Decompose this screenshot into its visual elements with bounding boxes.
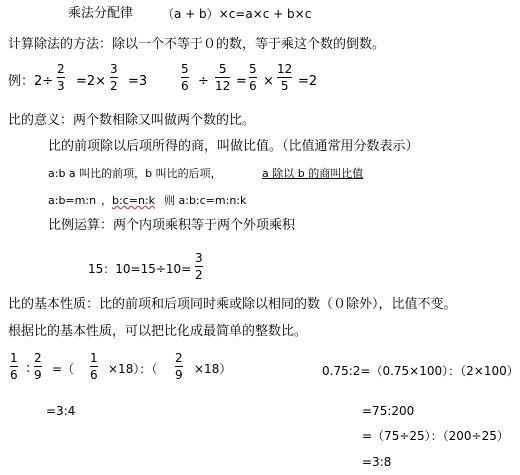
fraction-denominator: 9 [34, 368, 42, 382]
example-times: × [263, 74, 274, 89]
fraction-numerator: 1 [90, 351, 98, 365]
fraction-1-6b [90, 352, 98, 381]
ratio-chain-result: 则 a:b:c=m:n:k [164, 194, 247, 207]
example-prefix: 例：2÷ [8, 74, 54, 89]
ratio-ab-text: a:b a 叫比的前项，b 叫比的后项， [48, 167, 222, 180]
distributive-law-label: 乘法分配律 [68, 6, 134, 21]
fraction-3-2 [110, 63, 118, 92]
fraction-numerator: 2 [57, 62, 65, 76]
fraction-numerator: 1 [10, 351, 18, 365]
fraction-denominator: 3 [57, 79, 65, 93]
proportion-example-expr: 15：10=15÷10= [88, 262, 192, 276]
fraction-5-6b [249, 63, 257, 92]
division-method-text: 计算除法的方法：除以一个不等于０的数，等于乘这个数的倒数。 [8, 37, 386, 52]
fraction-denominator: 6 [181, 79, 189, 93]
ratio-chain-bc: b:c=n:k [112, 194, 156, 207]
fraction-numerator: 2 [34, 351, 42, 365]
fraction-2-9 [34, 352, 42, 381]
ratio-ab-quotient-text: a 除以 b 的商叫比值 [262, 167, 364, 180]
fraction-denominator: 5 [280, 79, 289, 93]
fraction-5-12 [215, 63, 230, 92]
example-end1: =3 [128, 74, 148, 89]
fraction-denominator: 2 [195, 268, 203, 282]
fraction-denominator: 6 [249, 79, 257, 93]
fraction-2-9b [175, 352, 183, 381]
simplify-left-result: =3:4 [46, 404, 76, 418]
ratio-chain-sep: ， [101, 194, 112, 207]
fraction-numerator: 3 [110, 62, 118, 76]
fraction-numerator: 5 [181, 62, 189, 76]
simplify-right-line3: =（75÷25）：（200÷25） [362, 429, 509, 443]
ratio-value-text: 比的前项除以后项所得的商，叫做比值。（比值通常用分数表示） [48, 139, 419, 154]
simplify-text: 根据比的基本性质，可以把比化成最简单的整数比。 [8, 324, 308, 339]
simplify-colon: : [26, 361, 31, 376]
simplify-x18b: ×18） [194, 362, 232, 376]
simplify-x18a: ×18）：（ [108, 362, 158, 376]
ratio-chain-ab: a:b=m:n [48, 194, 97, 207]
fraction-1-6 [10, 352, 18, 381]
distributive-law-formula: （a + b）×c=a×c + b×c [162, 7, 312, 21]
simplify-right-line2: =75:200 [362, 404, 415, 418]
basic-property-text: 比的基本性质：比的前项和后项同时乘或除以相同的数（０除外），比值不变。 [8, 297, 457, 312]
fraction-12-5 [277, 63, 292, 92]
fraction-denominator: 2 [110, 79, 118, 93]
fraction-denominator: 6 [10, 368, 18, 382]
simplify-right-line4: =3:8 [362, 455, 392, 469]
fraction-numerator: 2 [175, 351, 183, 365]
fraction-denominator: 12 [215, 79, 231, 93]
example-div: ÷ [198, 74, 209, 89]
proportion-text: 比例运算：两个内项乘积等于两个外项乘积 [48, 218, 296, 233]
simplify-right-line1: 0.75:2=（0.75×100）：（2×100） [322, 364, 519, 378]
example-end2: =2 [298, 74, 318, 89]
simplify-eq-open: =（ [52, 362, 75, 376]
fraction-numerator: 3 [195, 251, 203, 265]
fraction-numerator: 5 [249, 62, 257, 76]
example-mid: =2× [76, 74, 107, 89]
ratio-meaning-text: 比的意义：两个数相除又叫做两个数的比。 [8, 113, 256, 128]
fraction-denominator: 9 [175, 368, 183, 382]
fraction-denominator: 6 [90, 368, 98, 382]
fraction-3-2-proportion [195, 252, 203, 281]
fraction-numerator: 5 [218, 62, 227, 76]
fraction-2-3 [57, 63, 65, 92]
fraction-numerator: 12 [277, 62, 293, 76]
fraction-5-6 [181, 63, 189, 92]
example-eq: = [236, 74, 247, 89]
